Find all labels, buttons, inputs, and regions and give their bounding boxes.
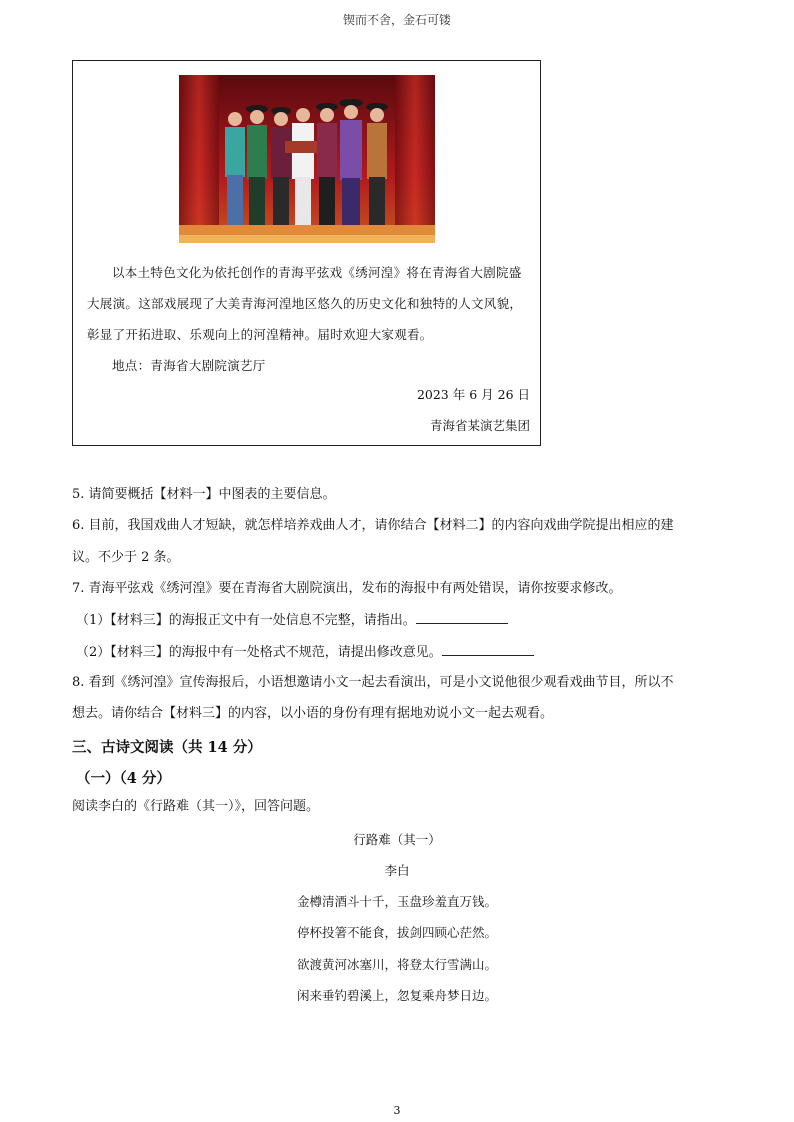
answer-blank[interactable] — [416, 611, 508, 624]
poster-body — [87, 257, 527, 381]
answer-blank[interactable] — [442, 643, 534, 656]
question-7-1-text: （1）【材料三】的海报正文中有一处信息不完整，请指出。 — [76, 613, 416, 628]
question-7-1 — [76, 611, 728, 630]
performance-photo — [179, 75, 435, 243]
poem-line: 金樽清酒斗十千，玉盘珍羞直万钱。 — [296, 894, 497, 909]
page-header: 锲而不舍，金石可镂 — [342, 13, 451, 27]
poem-title: 行路难（其一） — [353, 832, 441, 847]
poster-date: 2023 年 6 月 26 日 — [416, 387, 530, 402]
section-3-title: 三、古诗文阅读（共 14 分） — [72, 739, 262, 756]
poster-organization: 青海省某演艺集团 — [429, 418, 530, 433]
question-8-line1: 8. 看到《绣河湟》宣传海报后，小语想邀请小文一起去看演出，可是小文说他很少观看戏曲节目，所以不 — [72, 675, 674, 690]
poster-paragraph: 以本土特色文化为依托创作的青海平弦戏《绣河湟》将在青海省大剧院盛大展演。这部戏展现了大美青海河湟地区悠久的历史文化和独特的人文风貌，彰显了开拓进取、乐观向上的河湟精神。届时欢迎大家观看。 — [87, 265, 523, 342]
poem-author: 李白 — [384, 863, 410, 878]
question-6-line2: 议。不少于 2 条。 — [72, 550, 180, 565]
question-7-2-text: （2）【材料三】的海报中有一处格式不规范，请提出修改意见。 — [76, 645, 442, 660]
question-5: 5. 请简要概括【材料一】中图表的主要信息。 — [72, 487, 336, 502]
question-6-line1: 6. 目前，我国戏曲人才短缺，就怎样培养戏曲人才，请你结合【材料二】的内容向戏曲学院提出相应的建 — [72, 518, 674, 533]
page-number: 3 — [393, 1104, 401, 1117]
poster-location: 地点：青海省大剧院演艺厅 — [112, 358, 266, 373]
question-8-line2: 想去。请你结合【材料三】的内容，以小语的身份有理有据地劝说小文一起去观看。 — [72, 706, 554, 721]
subsection-1-title: （一）（4 分） — [76, 770, 171, 787]
question-7: 7. 青海平弦戏《绣河湟》要在青海省大剧院演出，发布的海报中有两处错误，请你按要求修改。 — [72, 581, 622, 596]
reading-instruction: 阅读李白的《行路难（其一）》，回答问题。 — [72, 799, 320, 814]
poem-line: 停杯投箸不能食，拔剑四顾心茫然。 — [296, 925, 497, 940]
poem-line: 欲渡黄河冰塞川，将登太行雪满山。 — [296, 957, 497, 972]
poster-material-3 — [72, 60, 541, 446]
poem-line: 闲来垂钓碧溪上，忽复乘舟梦日边。 — [296, 988, 497, 1003]
question-7-2 — [76, 643, 728, 662]
